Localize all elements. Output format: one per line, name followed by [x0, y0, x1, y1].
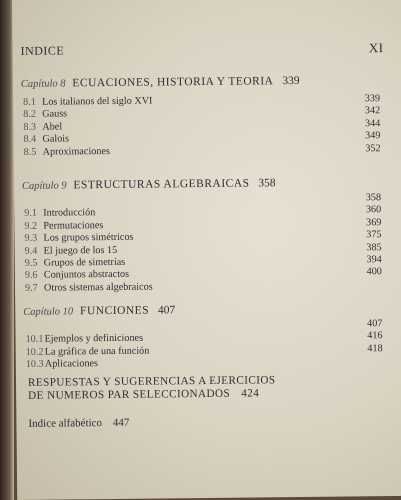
section-number: 9.6: [24, 270, 38, 282]
section-title: Abel: [42, 121, 63, 133]
section-number: 9.4: [24, 245, 38, 257]
section-title: Aplicaciones: [44, 358, 99, 370]
toc-row: [22, 143, 381, 159]
indice-alfabetico-page: 447: [112, 416, 130, 429]
page-header: [20, 40, 384, 58]
section-page: 400: [366, 266, 382, 278]
section-number: 8.1: [23, 96, 36, 108]
section-number: 9.2: [24, 220, 38, 232]
indice-alfabetico-label: Indice alfabético: [28, 417, 103, 430]
chapter-title: ECUACIONES, HISTORIA Y TEORIA: [72, 75, 274, 90]
chapter-page: 407: [157, 304, 176, 317]
section-page: 418: [367, 342, 383, 355]
section-number: 8.2: [23, 109, 36, 121]
respuestas-title-line-2: [28, 386, 383, 403]
respuestas-entry: [28, 373, 383, 403]
section-page: 344: [364, 117, 381, 130]
respuestas-title-line-1: RESPUESTAS Y SUGERENCIAS A EJERCICIOS: [27, 374, 276, 389]
section-page: 394: [366, 254, 382, 266]
section-number: 9.5: [24, 257, 38, 269]
section-page: 352: [365, 142, 381, 154]
section-page: 342: [364, 105, 381, 117]
section-title: Galois: [42, 133, 70, 145]
section-title: Aproximaciones: [42, 145, 110, 158]
section-title: Ejemplos y definiciones: [44, 333, 144, 346]
chapter-label: Capítulo 8: [20, 78, 66, 90]
chapter-title: ESTRUCTURAS ALGEBRAICAS: [73, 177, 250, 192]
section-page: 369: [366, 216, 382, 229]
section-title: Conjuntos abstractos: [43, 269, 130, 282]
section-title: Permutaciones: [43, 219, 104, 232]
section-number: 10.2: [25, 346, 44, 358]
section-number: 8.5: [23, 146, 37, 158]
chapter-8: [21, 74, 381, 159]
respuestas-page: 424: [241, 387, 260, 400]
section-number: 8.3: [23, 121, 37, 133]
toc-row: [23, 279, 382, 295]
section-page: 385: [366, 241, 382, 253]
header-title: INDICE: [20, 43, 65, 58]
section-number: 9.7: [24, 282, 38, 294]
respuestas-title-line-2-text: DE NUMEROS PAR SELECCIONADOS: [28, 387, 231, 402]
section-title: Los italianos del siglo XVI: [42, 95, 153, 108]
chapter-label: Capítulo 10: [23, 306, 74, 318]
chapter-start-page: 407: [367, 318, 383, 330]
section-page: 349: [365, 130, 381, 142]
section-page: 375: [366, 229, 382, 241]
section-number: 9.1: [24, 208, 38, 220]
header-page-number: XI: [368, 40, 384, 56]
section-number: 10.1: [25, 334, 44, 346]
chapter-start-page: 358: [365, 192, 382, 204]
toc-row: [24, 355, 383, 371]
section-number: 10.3: [25, 358, 44, 371]
section-number: 9.3: [24, 232, 38, 245]
section-title: Introducción: [43, 207, 96, 220]
section-page: 360: [365, 204, 382, 216]
section-title: Grupos de simetrías: [43, 256, 126, 269]
indice-alfabetico-entry: [28, 417, 129, 430]
section-title: Los grupos simétricos: [43, 231, 134, 244]
chapter-page: 358: [258, 177, 276, 190]
section-page: 416: [367, 330, 383, 342]
chapter-page: 339: [282, 74, 300, 88]
section-number: 8.4: [23, 133, 37, 146]
chapter-title: FUNCIONES: [79, 304, 150, 318]
section-title: Otros sistemas algebraicos: [43, 281, 153, 294]
section-page: 339: [364, 93, 381, 105]
section-title: La gráfica de una función: [44, 345, 150, 358]
book-page: [12, 0, 401, 500]
chapter-9: [22, 176, 382, 295]
chapter-10: [23, 302, 383, 371]
section-title: El juego de los 15: [43, 244, 118, 257]
section-title: Gauss: [42, 108, 68, 121]
chapter-label: Capítulo 9: [21, 180, 67, 192]
